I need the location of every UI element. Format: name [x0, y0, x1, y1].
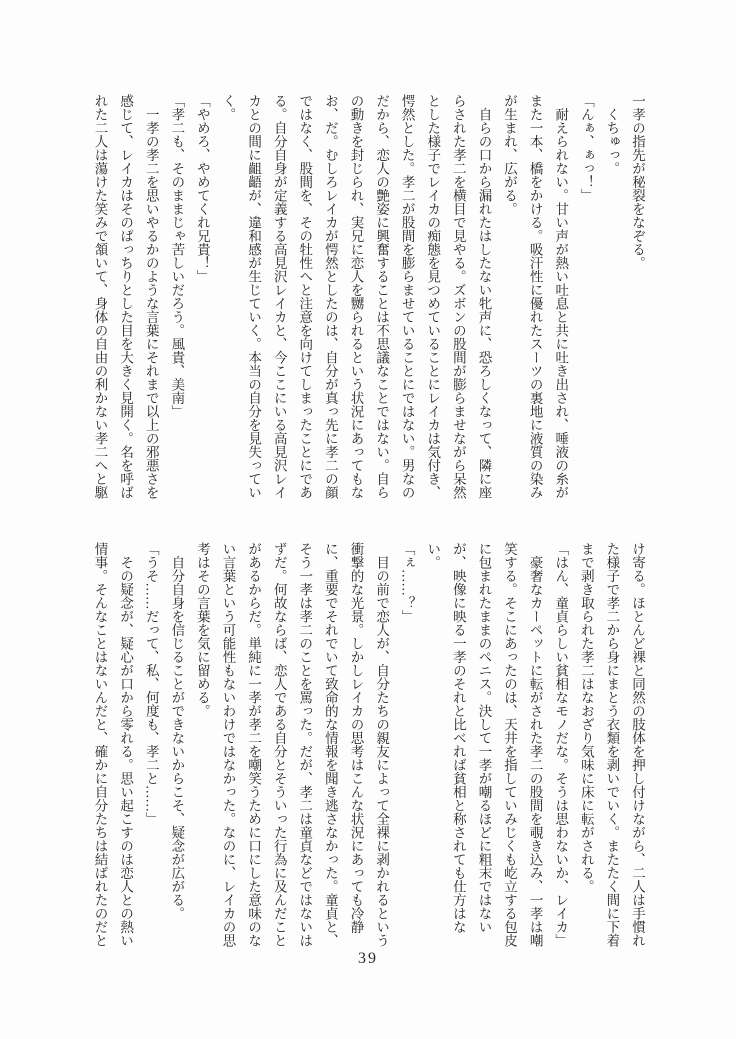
- text-column: があるからだ。単純に一孝が孝二を嘲笑うために口にした意味のな: [246, 542, 262, 947]
- text-column: 「はん、童貞らしい貧相なモノだな。そうは思わないか、レイカ」: [553, 542, 569, 947]
- text-column: らされた孝二を横目で見やる。ズボンの股間が膨らませながら呆然: [450, 94, 466, 499]
- text-column: 情事。そんなことはないんだと、確かに自分たちは結ばれたのだと: [92, 542, 108, 947]
- text-column: とした様子でレイカの痴態を見つめていることにレイカは気付き、: [425, 94, 441, 499]
- text-column: 「うそ……だって、私、何度も、孝二と……」: [143, 542, 159, 826]
- text-column: に包まれたままのペニス。決して一孝が嘲るほどに粗末ではない: [476, 542, 492, 934]
- text-column: い。: [425, 542, 441, 569]
- text-column: 耐えられない。甘い声が熱い吐息と共に吐き出され、唾液の糸が: [553, 94, 569, 499]
- text-column: 自分自身を信じることができないからこそ、疑念が広がる。: [169, 542, 185, 920]
- text-column: カとの間に齟齬が、違和感が生じていく。本当の自分を見失ってい: [246, 94, 262, 499]
- text-column: また一本、橋をかける。吸汗性に優れたスーツの裏地に液質の染み: [527, 94, 543, 499]
- text-column: 一孝の孝二を思いやるかのような言葉にそれまで以上の邪悪さを: [143, 94, 159, 499]
- text-column: その疑念が、疑心が口から零れる。思い起こすのは恋人との熱い: [118, 542, 134, 947]
- text-column: お、だ。むしろレイカが愕然としたのは、自分が真っ先に孝二の顔: [322, 94, 338, 499]
- text-column: 目の前で恋人が、自分たちの親友によって全裸に剥かれるという: [374, 542, 390, 947]
- text-column: 考はその言葉を気に留める。: [194, 542, 210, 718]
- text-column: まで剥き取られた孝二はなおざり気味に床に転がされる。: [578, 542, 594, 893]
- text-column: 「んぁ、ぁっ！」: [578, 94, 594, 202]
- text-column: ずだ。何故ならば、恋人である自分とそういった行為に及んだこと: [271, 542, 287, 947]
- text-block-bottom: [87, 542, 650, 950]
- text-column: そう一孝は孝二のことを罵った。だが、孝二は童貞などではないは: [297, 542, 313, 947]
- page-number: 39: [358, 950, 378, 967]
- text-column: れた二人は蕩けた笑みで頷いて、身体の自由の利かない孝二へと駆: [92, 94, 108, 499]
- text-column: 「やめろ、やめてくれ兄貴！」: [194, 94, 210, 283]
- text-column: け寄る。ほとんど裸と同然の肢体を押し付けながら、二人は手慣れ: [630, 542, 645, 947]
- text-column: た様子で孝二から身にまとう衣類を剥いでいく。またたく間に下着: [604, 542, 620, 947]
- text-block-top: [87, 94, 650, 502]
- text-column: く。: [220, 94, 236, 121]
- text-column: くちゅっ。: [604, 94, 620, 175]
- text-column: る。自分自身が定義する高見沢レイカと、今ここにいる高見沢レイ: [271, 94, 287, 499]
- text-column: に、重要でそれでいて致命的な情報を聞き逃さなかった。童貞と、: [322, 542, 338, 947]
- text-column: 感じて、レイカはそのぱっちりとした目を大きく見開く。名を呼ば: [118, 94, 134, 499]
- text-column: 豪奢なカーペットに転がされた孝二の股間を覗き込み、一孝は嘲: [527, 542, 543, 947]
- text-column: 自らの口から漏れたはしたない牝声に、恐ろしくなって、隣に座: [476, 94, 492, 499]
- text-column: が生まれ、広がる。: [502, 94, 518, 216]
- text-column: 笑する。そこにあったのは、天井を指していみじくも屹立する包皮: [502, 542, 518, 947]
- text-column: 「ぇ……？」: [399, 542, 415, 623]
- text-column: い言葉という可能性もないわけではなかった。なのに、レイカの思: [220, 542, 236, 947]
- text-column: ではなく、股間を、その牡性へと注意を向けてしまったことにであ: [297, 94, 313, 499]
- text-column: だから、恋人の艶姿に興奮することは不思議なことではない。自ら: [374, 94, 390, 499]
- text-column: 衝撃的な光景。しかしレイカの思考はこんな状況にあっても冷静: [348, 542, 364, 934]
- text-column: が、映像に映る一孝のそれと比べれば貧相と称されても仕方はな: [450, 542, 466, 934]
- text-column: 一孝の指先が秘裂をなぞる。: [630, 94, 645, 270]
- text-column: の動きを封じられ、実兄に恋人を嬲られるという状況にあってもな: [348, 94, 364, 499]
- text-column: 愕然とした。孝二が股間を膨らませていることにではない。男なの: [399, 94, 415, 499]
- text-column: 「孝二も、そのままじゃ苦しいだろう。風貴、美南」: [169, 94, 185, 418]
